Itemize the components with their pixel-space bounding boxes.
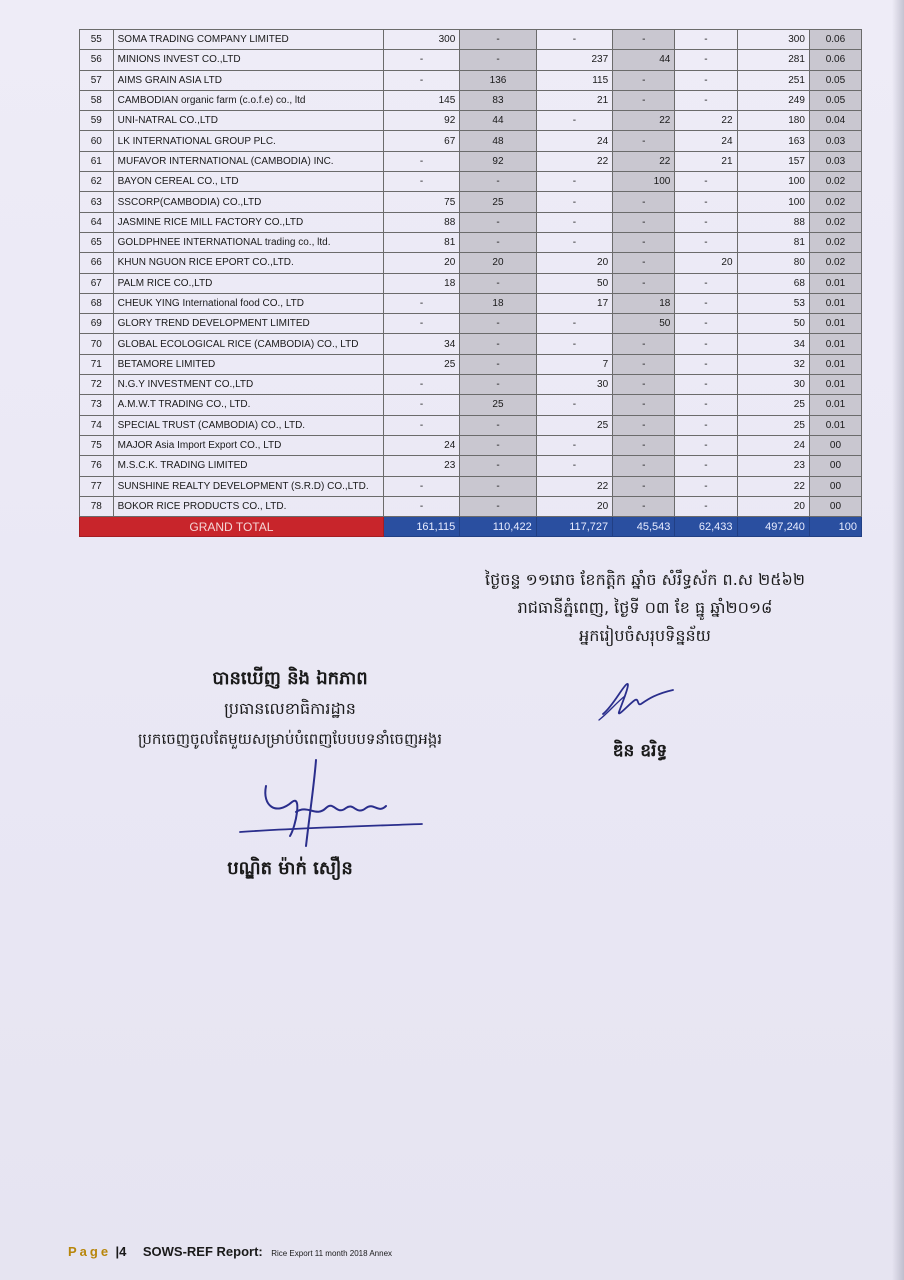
- grand-total-c3: 117,727: [536, 517, 612, 537]
- cell-c5: -: [675, 90, 737, 110]
- cell-c3: 17: [536, 293, 612, 313]
- cell-c5: -: [675, 456, 737, 476]
- cell-c1: -: [383, 375, 459, 395]
- grand-total-pct: 100: [809, 517, 861, 537]
- cell-c4: -: [613, 232, 675, 252]
- cell-c5: -: [675, 273, 737, 293]
- cell-c2: -: [460, 232, 536, 252]
- cell-pct: 0.01: [809, 375, 861, 395]
- cell-total: 180: [737, 111, 809, 131]
- cell-no: 67: [80, 273, 114, 293]
- cell-pct: 0.01: [809, 334, 861, 354]
- cell-name: AIMS GRAIN ASIA LTD: [113, 70, 383, 90]
- cell-name: GOLDPHNEE INTERNATIONAL trading co., ltd.: [113, 232, 383, 252]
- cell-pct: 0.02: [809, 192, 861, 212]
- grand-total-label: GRAND TOTAL: [80, 517, 384, 537]
- cell-no: 72: [80, 375, 114, 395]
- cell-c2: 136: [460, 70, 536, 90]
- cell-name: GLOBAL ECOLOGICAL RICE (CAMBODIA) CO., LTD: [113, 334, 383, 354]
- lunar-date-line: ថ្ងៃចន្ទ ១១រោច ខែកត្តិក ឆ្នាំច សំរឹទ្ធស័ក ព.ស ២៥៦២: [485, 570, 805, 589]
- rice-exporter-table: [79, 29, 862, 537]
- cell-c3: -: [536, 314, 612, 334]
- cell-name: CHEUK YING International food CO., LTD: [113, 293, 383, 313]
- approver-role: ប្រធានលេខាធិការដ្ឋាន: [224, 699, 356, 718]
- cell-c3: -: [536, 30, 612, 50]
- footer-page-word: Page: [68, 1244, 112, 1259]
- cell-no: 74: [80, 415, 114, 435]
- cell-c5: -: [675, 354, 737, 374]
- approver-signature: [236, 756, 426, 856]
- cell-c4: -: [613, 354, 675, 374]
- page-edge-shadow: [892, 0, 904, 1280]
- cell-c4: -: [613, 496, 675, 516]
- cell-c2: 44: [460, 111, 536, 131]
- page-footer: [68, 1243, 392, 1261]
- cell-c3: 24: [536, 131, 612, 151]
- grand-total-c5: 62,433: [675, 517, 737, 537]
- table-row: [80, 192, 862, 212]
- cell-no: 57: [80, 70, 114, 90]
- cell-c5: -: [675, 70, 737, 90]
- cell-c1: 300: [383, 30, 459, 50]
- cell-c1: -: [383, 50, 459, 70]
- cell-c3: 237: [536, 50, 612, 70]
- table-row: [80, 496, 862, 516]
- cell-c2: -: [460, 314, 536, 334]
- cell-c3: 20: [536, 496, 612, 516]
- cell-pct: 0.01: [809, 273, 861, 293]
- cell-total: 281: [737, 50, 809, 70]
- cell-no: 58: [80, 90, 114, 110]
- cell-pct: 0.02: [809, 253, 861, 273]
- preparer-signature: [595, 676, 685, 726]
- cell-c3: -: [536, 395, 612, 415]
- cell-pct: 0.06: [809, 30, 861, 50]
- cell-c1: -: [383, 293, 459, 313]
- cell-name: UNI-NATRAL CO.,LTD: [113, 111, 383, 131]
- cell-c1: 34: [383, 334, 459, 354]
- cell-name: BAYON CEREAL CO., LTD: [113, 172, 383, 192]
- table-row: [80, 212, 862, 232]
- footer-report-title: SOWS-REF Report:: [142, 1244, 263, 1259]
- cell-name: SPECIAL TRUST (CAMBODIA) CO., LTD.: [113, 415, 383, 435]
- grand-total-c2: 110,422: [460, 517, 536, 537]
- cell-c4: 50: [613, 314, 675, 334]
- cell-c3: 50: [536, 273, 612, 293]
- cell-c1: -: [383, 476, 459, 496]
- cell-c1: -: [383, 496, 459, 516]
- cell-total: 100: [737, 172, 809, 192]
- cell-name: N.G.Y INVESTMENT CO.,LTD: [113, 375, 383, 395]
- cell-name: SSCORP(CAMBODIA) CO.,LTD: [113, 192, 383, 212]
- cell-c2: -: [460, 334, 536, 354]
- cell-total: 157: [737, 151, 809, 171]
- cell-no: 61: [80, 151, 114, 171]
- table-row: [80, 415, 862, 435]
- place-date-line: រាជធានីភ្នំពេញ, ថ្ងៃទី ០៣ ខែ ធ្នូ ឆ្នាំ២០១៨: [517, 598, 773, 617]
- cell-c3: 20: [536, 253, 612, 273]
- cell-no: 66: [80, 253, 114, 273]
- grand-total-c1: 161,115: [383, 517, 459, 537]
- approver-name: បណ្ឌិត ម៉ាក់ សឿន: [227, 858, 353, 879]
- cell-c3: 22: [536, 151, 612, 171]
- cell-pct: 00: [809, 476, 861, 496]
- cell-c4: 22: [613, 111, 675, 131]
- cell-name: MUFAVOR INTERNATIONAL (CAMBODIA) INC.: [113, 151, 383, 171]
- cell-total: 300: [737, 30, 809, 50]
- cell-total: 88: [737, 212, 809, 232]
- cell-c2: 83: [460, 90, 536, 110]
- cell-c4: -: [613, 476, 675, 496]
- cell-c4: 100: [613, 172, 675, 192]
- cell-c1: -: [383, 314, 459, 334]
- cell-pct: 0.01: [809, 293, 861, 313]
- cell-pct: 0.04: [809, 111, 861, 131]
- cell-pct: 00: [809, 496, 861, 516]
- cell-pct: 0.06: [809, 50, 861, 70]
- cell-c3: -: [536, 435, 612, 455]
- cell-total: 53: [737, 293, 809, 313]
- cell-total: 251: [737, 70, 809, 90]
- cell-pct: 0.02: [809, 172, 861, 192]
- cell-pct: 0.01: [809, 354, 861, 374]
- cell-c2: -: [460, 354, 536, 374]
- cell-name: A.M.W.T TRADING CO., LTD.: [113, 395, 383, 415]
- cell-name: BETAMORE LIMITED: [113, 354, 383, 374]
- cell-no: 59: [80, 111, 114, 131]
- cell-no: 60: [80, 131, 114, 151]
- cell-c3: 21: [536, 90, 612, 110]
- cell-c5: -: [675, 314, 737, 334]
- approver-office: ប្រកចេញចូលតែមួយសម្រាប់បំពេញបែបបទនាំចេញអង្ករ: [137, 730, 443, 748]
- cell-c1: 92: [383, 111, 459, 131]
- table-row: [80, 354, 862, 374]
- cell-no: 55: [80, 30, 114, 50]
- table-row: [80, 273, 862, 293]
- cell-c3: 25: [536, 415, 612, 435]
- cell-c1: 88: [383, 212, 459, 232]
- cell-c3: -: [536, 212, 612, 232]
- cell-c3: -: [536, 192, 612, 212]
- date-block: [450, 566, 840, 650]
- cell-total: 100: [737, 192, 809, 212]
- cell-c2: -: [460, 415, 536, 435]
- cell-c4: -: [613, 131, 675, 151]
- cell-c5: -: [675, 192, 737, 212]
- cell-c5: -: [675, 212, 737, 232]
- cell-c1: 81: [383, 232, 459, 252]
- cell-c2: -: [460, 212, 536, 232]
- cell-c2: 18: [460, 293, 536, 313]
- cell-c3: -: [536, 232, 612, 252]
- cell-name: MINIONS INVEST CO.,LTD: [113, 50, 383, 70]
- cell-total: 20: [737, 496, 809, 516]
- cell-c1: -: [383, 151, 459, 171]
- cell-c4: 18: [613, 293, 675, 313]
- cell-c4: 44: [613, 50, 675, 70]
- cell-c2: 25: [460, 192, 536, 212]
- cell-c1: 145: [383, 90, 459, 110]
- cell-no: 70: [80, 334, 114, 354]
- cell-c4: -: [613, 192, 675, 212]
- cell-name: CAMBODIAN organic farm (c.o.f.e) co., ltd: [113, 90, 383, 110]
- cell-c2: -: [460, 435, 536, 455]
- cell-c5: -: [675, 50, 737, 70]
- cell-total: 80: [737, 253, 809, 273]
- cell-c5: 21: [675, 151, 737, 171]
- cell-total: 30: [737, 375, 809, 395]
- cell-no: 77: [80, 476, 114, 496]
- cell-no: 73: [80, 395, 114, 415]
- cell-c2: -: [460, 172, 536, 192]
- cell-total: 68: [737, 273, 809, 293]
- grand-total-c4: 45,543: [613, 517, 675, 537]
- cell-no: 56: [80, 50, 114, 70]
- cell-c5: -: [675, 496, 737, 516]
- cell-c1: 67: [383, 131, 459, 151]
- cell-c5: -: [675, 232, 737, 252]
- cell-c2: 92: [460, 151, 536, 171]
- cell-total: 23: [737, 456, 809, 476]
- cell-c2: -: [460, 375, 536, 395]
- table-row: [80, 253, 862, 273]
- cell-pct: 0.03: [809, 131, 861, 151]
- cell-c4: -: [613, 273, 675, 293]
- cell-total: 32: [737, 354, 809, 374]
- cell-pct: 0.03: [809, 151, 861, 171]
- table-row: [80, 90, 862, 110]
- cell-c4: -: [613, 435, 675, 455]
- table-row: [80, 476, 862, 496]
- cell-c4: -: [613, 70, 675, 90]
- cell-name: LK INTERNATIONAL GROUP PLC.: [113, 131, 383, 151]
- cell-c5: -: [675, 172, 737, 192]
- cell-name: MAJOR Asia Import Export CO., LTD: [113, 435, 383, 455]
- table-row: [80, 70, 862, 90]
- cell-total: 34: [737, 334, 809, 354]
- cell-c5: -: [675, 395, 737, 415]
- cell-pct: 0.02: [809, 212, 861, 232]
- cell-c1: 23: [383, 456, 459, 476]
- table-row: [80, 293, 862, 313]
- cell-name: SOMA TRADING COMPANY LIMITED: [113, 30, 383, 50]
- table-row: [80, 334, 862, 354]
- cell-c1: 25: [383, 354, 459, 374]
- table-row: [80, 172, 862, 192]
- cell-name: M.S.C.K. TRADING LIMITED: [113, 456, 383, 476]
- table-row: [80, 314, 862, 334]
- cell-c5: 24: [675, 131, 737, 151]
- cell-c5: -: [675, 415, 737, 435]
- cell-c4: -: [613, 30, 675, 50]
- cell-name: BOKOR RICE PRODUCTS CO., LTD.: [113, 496, 383, 516]
- cell-c1: -: [383, 172, 459, 192]
- cell-pct: 0.05: [809, 90, 861, 110]
- table-row: [80, 50, 862, 70]
- cell-pct: 00: [809, 456, 861, 476]
- cell-no: 62: [80, 172, 114, 192]
- cell-c5: -: [675, 334, 737, 354]
- cell-c5: -: [675, 435, 737, 455]
- cell-c3: 115: [536, 70, 612, 90]
- preparer-role: អ្នករៀបចំសរុបទិន្នន័យ: [579, 626, 711, 645]
- cell-c2: -: [460, 50, 536, 70]
- cell-c2: 48: [460, 131, 536, 151]
- approval-block: [90, 664, 490, 754]
- cell-c4: -: [613, 253, 675, 273]
- cell-name: JASMINE RICE MILL FACTORY CO.,LTD: [113, 212, 383, 232]
- cell-pct: 0.01: [809, 415, 861, 435]
- cell-no: 64: [80, 212, 114, 232]
- cell-c3: -: [536, 334, 612, 354]
- cell-c1: 24: [383, 435, 459, 455]
- table-row: [80, 232, 862, 252]
- cell-no: 76: [80, 456, 114, 476]
- approval-title: បានឃើញ និង ឯកភាព: [212, 668, 368, 689]
- cell-total: 81: [737, 232, 809, 252]
- cell-c3: 22: [536, 476, 612, 496]
- table-row: [80, 375, 862, 395]
- cell-c4: -: [613, 456, 675, 476]
- table-row: [80, 456, 862, 476]
- grand-total-total: 497,240: [737, 517, 809, 537]
- cell-c5: -: [675, 476, 737, 496]
- cell-c5: -: [675, 375, 737, 395]
- cell-total: 163: [737, 131, 809, 151]
- cell-c2: -: [460, 496, 536, 516]
- cell-pct: 0.05: [809, 70, 861, 90]
- cell-total: 22: [737, 476, 809, 496]
- cell-c4: -: [613, 375, 675, 395]
- cell-c2: -: [460, 30, 536, 50]
- cell-total: 25: [737, 395, 809, 415]
- cell-no: 78: [80, 496, 114, 516]
- preparer-name: ឌិន ឧរិទ្ធ: [612, 741, 668, 761]
- cell-c2: 25: [460, 395, 536, 415]
- cell-c1: 18: [383, 273, 459, 293]
- cell-name: PALM RICE CO.,LTD: [113, 273, 383, 293]
- table-row: [80, 131, 862, 151]
- cell-total: 249: [737, 90, 809, 110]
- footer-report-subtitle: Rice Export 11 month 2018 Annex: [271, 1249, 393, 1258]
- cell-no: 69: [80, 314, 114, 334]
- cell-c3: 7: [536, 354, 612, 374]
- cell-c1: -: [383, 70, 459, 90]
- cell-c1: -: [383, 395, 459, 415]
- cell-c4: -: [613, 90, 675, 110]
- cell-pct: 0.02: [809, 232, 861, 252]
- cell-pct: 0.01: [809, 314, 861, 334]
- cell-no: 75: [80, 435, 114, 455]
- cell-c5: -: [675, 30, 737, 50]
- cell-c2: -: [460, 476, 536, 496]
- table-row: [80, 151, 862, 171]
- cell-c2: -: [460, 456, 536, 476]
- cell-c3: -: [536, 456, 612, 476]
- footer-page-number: 4: [119, 1244, 127, 1259]
- cell-no: 63: [80, 192, 114, 212]
- grand-total-row: [80, 517, 862, 537]
- cell-c5: 20: [675, 253, 737, 273]
- table-row: [80, 395, 862, 415]
- cell-c3: 30: [536, 375, 612, 395]
- cell-c2: -: [460, 273, 536, 293]
- cell-name: KHUN NGUON RICE EPORT CO.,LTD.: [113, 253, 383, 273]
- cell-pct: 00: [809, 435, 861, 455]
- cell-c4: -: [613, 212, 675, 232]
- cell-name: GLORY TREND DEVELOPMENT LIMITED: [113, 314, 383, 334]
- cell-name: SUNSHINE REALTY DEVELOPMENT (S.R.D) CO.,LTD.: [113, 476, 383, 496]
- cell-c1: 75: [383, 192, 459, 212]
- cell-no: 65: [80, 232, 114, 252]
- cell-no: 68: [80, 293, 114, 313]
- cell-total: 24: [737, 435, 809, 455]
- cell-c3: -: [536, 172, 612, 192]
- cell-c4: -: [613, 395, 675, 415]
- footer-separator: |: [115, 1244, 120, 1259]
- cell-c5: 22: [675, 111, 737, 131]
- cell-c1: -: [383, 415, 459, 435]
- table-row: [80, 111, 862, 131]
- cell-c2: 20: [460, 253, 536, 273]
- cell-c4: 22: [613, 151, 675, 171]
- table-row: [80, 30, 862, 50]
- cell-total: 25: [737, 415, 809, 435]
- cell-c4: -: [613, 334, 675, 354]
- cell-c3: -: [536, 111, 612, 131]
- cell-total: 50: [737, 314, 809, 334]
- cell-c5: -: [675, 293, 737, 313]
- cell-c4: -: [613, 415, 675, 435]
- cell-no: 71: [80, 354, 114, 374]
- cell-c1: 20: [383, 253, 459, 273]
- table-row: [80, 435, 862, 455]
- cell-pct: 0.01: [809, 395, 861, 415]
